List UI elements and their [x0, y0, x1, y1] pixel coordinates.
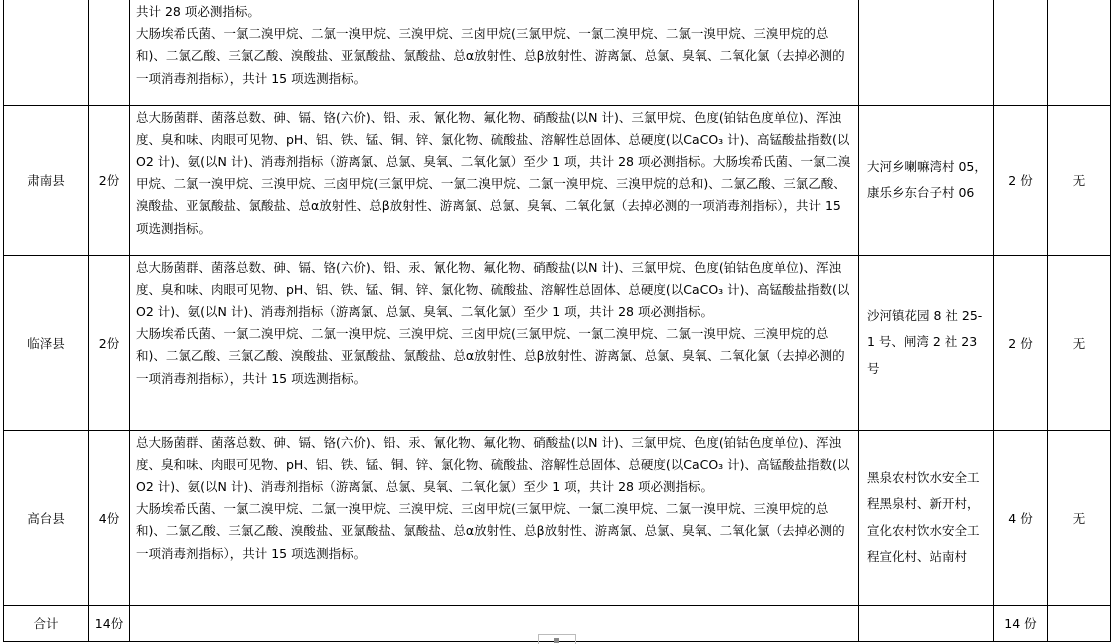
total-empty-location [859, 605, 994, 641]
samples-cell: 4 份 [994, 430, 1048, 605]
optional-indicators-text: 大肠埃希氏菌、一氯二溴甲烷、二氯一溴甲烷、三溴甲烷、三卤甲烷(三氯甲烷、一氯二溴甲烷、二氯一溴甲烷、三溴甲烷的总和)、二氯乙酸、三氯乙酸、溴酸盐、亚氯酸盐、氯酸盐、总α放射性、总β放射性、游离氯、总氯、臭氧、二氧化氯（去掉必测的一项消毒剂指标），共计 15 项选测指标。 [136, 26, 845, 86]
total-empty-indicators [130, 605, 859, 641]
indicators-cell [130, 255, 859, 430]
optional-indicators-text: 大肠埃希氏菌、一氯二溴甲烷、二氯一溴甲烷、三溴甲烷、三卤甲烷(三氯甲烷、一氯二溴甲烷、二氯一溴甲烷、三溴甲烷的总和)、二氯乙酸、三氯乙酸、溴酸盐、亚氯酸盐、氯酸盐、总α放射性、总β放射性、游离氯、总氯、臭氧、二氧化氯（去掉必测的一项消毒剂指标），共计 15 项选测指标。 [136, 501, 845, 561]
location-cell: 黑泉农村饮水安全工程黑泉村、新开村，宣化农村饮水安全工程宣化村、站南村 [859, 430, 994, 605]
county-cell [4, 0, 89, 105]
required-indicators-text: 共计 28 项必测指标。 [136, 4, 260, 19]
table-row [4, 255, 1111, 430]
samples-cell [994, 0, 1048, 105]
county-cell: 高台县 [4, 430, 89, 605]
samples-cell: 2 份 [994, 255, 1048, 430]
county-cell: 肃南县 [4, 105, 89, 255]
location-cell [859, 0, 994, 105]
optional-indicators-text: 大肠埃希氏菌、一氯二溴甲烷、二氯一溴甲烷、三溴甲烷、三卤甲烷(三氯甲烷、一氯二溴甲烷、二氯一溴甲烷、三溴甲烷的总和)、二氯乙酸、三氯乙酸、溴酸盐、亚氯酸盐、氯酸盐、总α放射性、总β放射性、游离氯、总氯、臭氧、二氧化氯（去掉必测的一项消毒剂指标），共计 15 项选测指标。 [136, 326, 845, 386]
water-sampling-table [3, 0, 1111, 642]
required-indicators-text: 总大肠菌群、菌落总数、砷、镉、铬(六价)、铅、汞、氰化物、氟化物、硝酸盐(以N 计)、三氯甲烷、色度(铂钴色度单位)、浑浊度、臭和味、肉眼可见物、pH、铝、铁、锰、铜、锌、氯化物、硫酸盐、溶解性总固体、总硬度(以CaCO₃ 计)、高锰酸盐指数(以 O2 计)、氨(以N 计)、消毒剂指标（游离氯、总氯、臭氧、二氧化氯）至少 1 项，共计 28 项必测指标。 [136, 434, 850, 494]
location-cell: 大河乡喇嘛湾村 05，康乐乡东台子村 06 [859, 105, 994, 255]
required-indicators-text: 总大肠菌群、菌落总数、砷、镉、铬(六价)、铅、汞、氰化物、氟化物、硝酸盐(以N 计)、三氯甲烷、色度(铂钴色度单位)、浑浊度、臭和味、肉眼可见物、pH、铝、铁、锰、铜、锌、氯化物、硫酸盐、溶解性总固体、总硬度(以CaCO₃ 计)、高锰酸盐指数(以 O2 计)、氨(以N 计)、消毒剂指标（游离氯、总氯、臭氧、二氧化氯）至少 1 项，共计 28 项必测指标。 [136, 259, 850, 319]
note-cell: 无 [1048, 255, 1111, 430]
total-samples: 14 份 [994, 605, 1048, 641]
table-row [4, 105, 1111, 255]
total-empty-note [1048, 605, 1111, 641]
total-count: 14份 [89, 605, 130, 641]
total-label: 合计 [4, 605, 89, 641]
count-cell: 2份 [89, 105, 130, 255]
count-cell: 4份 [89, 430, 130, 605]
indicators-text: 总大肠菌群、菌落总数、砷、镉、铬(六价)、铅、汞、氰化物、氟化物、硝酸盐(以N 计)、三氯甲烷、色度(铂钴色度单位)、浑浊度、臭和味、肉眼可见物、pH、铝、铁、锰、铜、锌、氯化物、硫酸盐、溶解性总固体、总硬度(以CaCO₃ 计)、高锰酸盐指数(以 O2 计)、氨(以N 计)、消毒剂指标（游离氯、总氯、臭氧、二氧化氯）至少 1 项，共计 28 项必测指标。大肠埃希氏菌、一氯二溴甲烷、二氯一溴甲烷、三溴甲烷、三卤甲烷(三氯甲烷、一氯二溴甲烷、二氯一溴甲烷、三溴甲烷的总和)、二氯乙酸、三氯乙酸、溴酸盐、亚氯酸盐、氯酸盐、总α放射性、总β放射性、游离氯、总氯、臭氧、二氧化氯（去掉必测的一项消毒剂指标），共计 15 项选测指标。 [136, 109, 851, 236]
handle-dot-icon [554, 638, 559, 643]
samples-cell: 2 份 [994, 105, 1048, 255]
table-row [4, 430, 1111, 605]
indicators-cell [130, 105, 859, 255]
location-cell: 沙河镇花园 8 社 25-1 号、闸湾 2 社 23 号 [859, 255, 994, 430]
note-cell: 无 [1048, 105, 1111, 255]
note-cell: 无 [1048, 430, 1111, 605]
count-cell [89, 0, 130, 105]
indicators-cell [130, 430, 859, 605]
county-cell: 临泽县 [4, 255, 89, 430]
note-cell [1048, 0, 1111, 105]
indicators-cell [130, 0, 859, 105]
table-row [4, 0, 1111, 105]
count-cell: 2份 [89, 255, 130, 430]
